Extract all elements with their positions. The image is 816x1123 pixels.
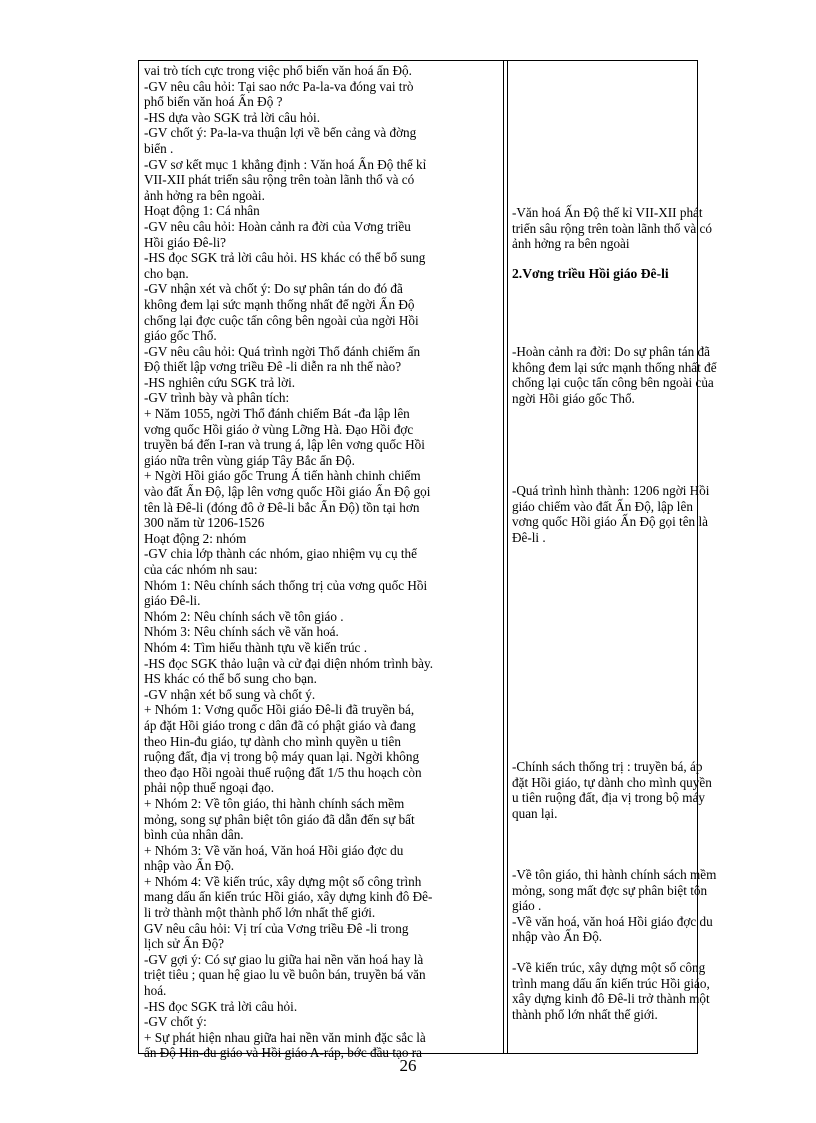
left-text-line: cho bạn. [144, 265, 189, 281]
left-text-line: truyền bá đến I-ran và trung á, lập lên vơng quốc Hồi [144, 437, 425, 453]
left-text-line: Nhóm 3: Nêu chính sách về văn hoá. [144, 624, 339, 640]
left-text-line: hoá. [144, 983, 167, 999]
left-text-line: -GV sơ kết mục 1 khẳng định : Văn hoá Ấn Độ thế kỉ [144, 156, 427, 172]
left-text-line: GV nêu câu hỏi: Vị trí của Vơng triều Đê -li trong [144, 920, 409, 936]
right-text-line: vơng quốc Hồi giáo Ấn Độ gọi tên là [512, 514, 708, 530]
right-text-line: nhập vào Ấn Độ. [512, 929, 603, 945]
right-text-line: -Về kiến trúc, xây dựng một số công [512, 960, 706, 975]
left-text-line: li trở thành một thành phố lớn nhất thế giới. [144, 905, 376, 921]
left-text-line: -GV nêu câu hỏi: Hoàn cảnh ra đời của Vơng triều [144, 218, 411, 234]
left-text-line: -GV nhận xét bổ sung và chốt ý. [144, 686, 316, 702]
left-text-line: Nhóm 1: Nêu chính sách thống trị của vơng quốc Hồi [144, 577, 428, 593]
left-text-line: áp đặt Hồi giáo trong c dân đã có phật giáo và đang [144, 717, 416, 733]
right-text-line: đặt Hồi giáo, tự dành cho mình quyền [512, 774, 712, 790]
left-text-line: VII-XII phát triển sâu rộng trên toàn lãnh thổ và có [144, 172, 415, 188]
left-text-line: -GV chốt ý: Pa-la-va thuận lợi về bến cảng và đờng [144, 125, 417, 141]
left-text-line: Độ thiết lập vơng triều Đê -li diễn ra nh thế nào? [144, 359, 402, 375]
left-text-line: giáo gốc Thổ. [144, 328, 217, 344]
teaching-activities-column [144, 63, 499, 1061]
left-text-line: + Nhóm 1: Vơng quốc Hồi giáo Đê-li đã truyền bá, [144, 702, 415, 718]
left-text-line: nhập vào Ấn Độ. [144, 858, 235, 874]
left-text-line: vào đất Ấn Độ, lập lên vơng quốc Hồi giáo Ấn Độ gọi [144, 484, 431, 500]
right-text-line: -Về tôn giáo, thi hành chính sách mềm [512, 867, 717, 882]
left-text-line: giáo nữa trên vùng giáp Tây Bắc ấn Độ. [144, 452, 355, 468]
right-text-line: -Chính sách thống trị : truyền bá, áp [512, 759, 703, 774]
right-text-line: thành phố lớn nhất thế giới. [512, 1006, 658, 1022]
left-text-line: -GV nêu câu hỏi: Quá trình ngời Thổ đánh chiếm ấn [144, 343, 421, 359]
left-text-line: -GV nhận xét và chốt ý: Do sự phân tán do đó đã [144, 281, 403, 297]
right-text-line: Đê-li . [512, 529, 546, 545]
left-text-line: vai trò tích cực trong việc phổ biến văn hoá ấn Độ. [144, 63, 412, 78]
right-text-line: quan lại. [512, 805, 558, 821]
left-text-line: theo đạo Hồi ngoài thuế ruộng đất 1/5 thu hoạch còn [144, 764, 422, 780]
summary-formation-block [512, 483, 710, 545]
left-text-line: -GV gợi ý: Có sự giao lu giữa hai nền văn hoá hay là [144, 951, 424, 967]
summary-rule-policy-block [512, 759, 712, 821]
column-divider [503, 61, 504, 1053]
left-text-line: theo Hin-đu giáo, tự dành cho mình quyền u tiên [144, 733, 401, 749]
page-number: 26 [399, 1056, 417, 1075]
left-text-line: + Ngời Hồi giáo gốc Trung Á tiến hành chinh chiếm [144, 468, 421, 484]
section-heading-deli: 2.Vơng triều Hồi giáo Đê-li [512, 266, 669, 281]
summary-culture-block [512, 205, 712, 252]
right-text-line: -Văn hoá Ấn Độ thế kỉ VII-XII phát [512, 205, 703, 220]
left-text-line: Nhóm 4: Tìm hiểu thành tựu về kiến trúc . [144, 639, 367, 655]
summary-origin-block [512, 344, 717, 406]
left-text-line: 300 năm từ 1206-1526 [144, 515, 265, 531]
left-text-line: biển . [144, 140, 174, 156]
left-text-line: ấn Độ Hin-đu giáo và Hồi giáo A-ráp, bớc đầu tạo ra [144, 1045, 422, 1061]
left-text-line: ruộng đất, địa vị trong bộ máy quan lại. Ngời không [144, 749, 420, 765]
left-text-line: không đem lại sức mạnh thống nhất để ngời Ấn Độ [144, 296, 415, 312]
right-text-line: trình mang dấu ấn kiến trúc Hồi giáo, [512, 975, 710, 991]
left-text-line: -GV nêu câu hỏi: Tại sao nớc Pa-la-va đóng vai trò [144, 78, 414, 94]
right-text-line: xây dựng kinh đô Đê-li trở thành một [512, 991, 710, 1007]
summary-architecture-block [512, 960, 710, 1022]
right-text-line: mỏng, song mất đợc sự phân biệt tôn [512, 882, 708, 898]
left-text-line: + Nhóm 4: Về kiến trúc, xây dựng một số công trình [144, 873, 422, 889]
left-text-line: Hoạt động 1: Cá nhân [144, 203, 260, 219]
summary-religion-culture-block [512, 867, 717, 945]
right-text-line: không đem lại sức mạnh thống nhất để [512, 359, 717, 375]
left-text-line: -HS đọc SGK thảo luận và cử đại diện nhóm trình bày. [144, 655, 434, 671]
left-text-line: phổ biến văn hoá Ấn Độ ? [144, 94, 283, 110]
left-text-line: phải nộp thuế ngoại đạo. [144, 780, 275, 796]
right-text-line: triển sâu rộng trên toàn lãnh thổ và có [512, 220, 712, 236]
right-text-line: -Hoàn cảnh ra đời: Do sự phân tán đã [512, 344, 710, 359]
left-text-line: + Nhóm 2: Về tôn giáo, thi hành chính sách mềm [144, 795, 405, 811]
left-text-line: ảnh hởng ra bên ngoài. [144, 187, 265, 203]
left-text-line: mỏng, song sự phân biệt tôn giáo đã dẫn đến sự bất [144, 811, 415, 827]
left-text-line: -HS dựa vào SGK trả lời câu hỏi. [144, 109, 321, 125]
left-text-line: giáo Đê-li. [144, 593, 201, 609]
right-text-line: -Quá trình hình thành: 1206 ngời Hồi [512, 483, 710, 498]
left-text-line: -HS đọc SGK trả lời câu hỏi. [144, 998, 298, 1014]
left-text-line: chống lại đợc cuộc tấn công bên ngoài của ngời Hồi [144, 312, 419, 328]
right-text-line: chống lại cuộc tấn công bên ngoài của [512, 375, 714, 391]
left-text-line: Hoạt động 2: nhóm [144, 530, 247, 546]
right-text-line: u tiên ruộng đất, địa vị trong bộ máy [512, 790, 706, 806]
left-text-line: Hồi giáo Đê-li? [144, 234, 227, 250]
right-text-line: ảnh hởng ra bên ngoài [512, 236, 630, 252]
left-text-line: triệt tiêu ; quan hệ giao lu về buôn bán, truyền bá văn [144, 967, 426, 983]
left-text-line: mang dấu ấn kiến trúc Hồi giáo, xây dựng kinh đô Đê- [144, 889, 433, 905]
left-text-line: tên là Đê-li (đóng đô ở Đê-li bắc Ấn Độ) tồn tại hơn [144, 499, 420, 515]
right-text-line: -Về văn hoá, văn hoá Hồi giáo đợc du [512, 913, 713, 929]
right-text-line: giáo chiếm vào đất Ấn Độ, lập lên [512, 498, 693, 514]
left-text-line: -GV chia lớp thành các nhóm, giao nhiệm vụ cụ thể [144, 546, 417, 562]
left-text-line: + Nhóm 3: Về văn hoá, Văn hoá Hồi giáo đợc du [144, 842, 404, 858]
lesson-table [138, 60, 717, 1061]
right-text-line: giáo . [512, 898, 542, 914]
left-text-line: + Năm 1055, ngời Thổ đánh chiếm Bát -đa lập lên [144, 406, 410, 422]
left-text-line: -HS đọc SGK trả lời câu hỏi. HS khác có thể bổ sung [144, 250, 426, 266]
left-text-line: -GV trình bày và phân tích: [144, 390, 290, 406]
left-text-line: HS khác có thể bổ sung cho bạn. [144, 671, 317, 687]
left-text-line: -HS nghiên cứu SGK trả lời. [144, 374, 296, 390]
left-text-line: của các nhóm nh sau: [144, 562, 258, 577]
column-divider-inner [507, 61, 508, 1053]
right-text-line: ngời Hồi giáo gốc Thổ. [512, 390, 635, 406]
left-text-line: lịch sử Ấn Độ? [144, 936, 225, 952]
left-text-line: bình của nhân dân. [144, 827, 244, 843]
left-text-line: vơng quốc Hồi giáo ở vùng Lỡng Hà. Đạo Hồi đợc [144, 421, 414, 437]
left-text-line: Nhóm 2: Nêu chính sách về tôn giáo . [144, 608, 344, 624]
left-text-line: -GV chốt ý: [144, 1014, 207, 1030]
left-text-line: + Sự phát hiện nhau giữa hai nền văn minh đặc sắc là [144, 1029, 426, 1045]
